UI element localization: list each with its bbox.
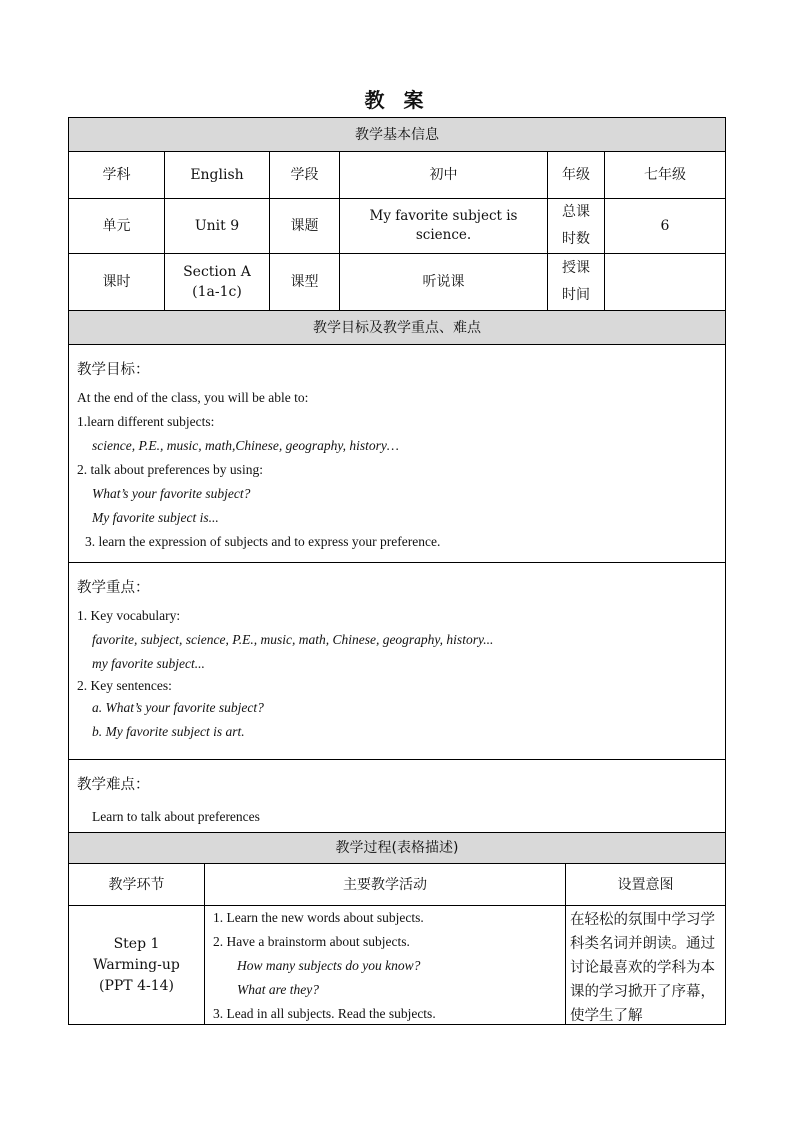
objectives-line: 3. learn the expression of subjects and to express your preference. bbox=[85, 534, 441, 549]
total-hours-label-line: 时数 bbox=[562, 231, 590, 247]
grade-label: 年级 bbox=[547, 151, 605, 199]
activity-line: 3. Lead in all subjects. Read the subjects. bbox=[213, 1006, 436, 1021]
unit-value: Unit 9 bbox=[164, 198, 270, 254]
objectives-line: 2. talk about preferences by using: bbox=[77, 462, 263, 477]
stage-value: 初中 bbox=[339, 151, 548, 199]
intent-text: 在轻松的氛围中学习学科类名词并朗读。通过讨论最喜欢的学科为本课的学习掀开了序幕，使学生了解 bbox=[570, 912, 715, 1024]
process-col-activity: 主要教学活动 bbox=[204, 863, 566, 906]
topic-label: 课题 bbox=[269, 198, 340, 254]
subject-value: English bbox=[164, 151, 270, 199]
period-value bbox=[164, 253, 270, 311]
objectives-line: science, P.E., music, math,Chinese, geography, history… bbox=[92, 438, 399, 453]
subject-label: 学科 bbox=[68, 151, 165, 199]
topic-value bbox=[339, 198, 548, 254]
period-label: 课时 bbox=[68, 253, 165, 311]
goals-header: 教学目标及教学重点、难点 bbox=[68, 310, 726, 345]
unit-label: 单元 bbox=[68, 198, 165, 254]
total-hours-label-line: 总课 bbox=[562, 204, 590, 220]
activity-line: 1. Learn the new words about subjects. bbox=[213, 910, 424, 925]
class-time-label-line: 授课 bbox=[562, 260, 590, 276]
key-points-line: a. What’s your favorite subject? bbox=[92, 700, 264, 715]
objectives-line: What’s your favorite subject? bbox=[92, 486, 251, 501]
document-title: 教 案 bbox=[364, 88, 430, 112]
class-time-label-line: 时间 bbox=[562, 287, 590, 303]
period-value-line: Section A bbox=[183, 264, 251, 280]
process-activity-cell bbox=[204, 905, 566, 1025]
key-points-line: favorite, subject, science, P.E., music, math, Chinese, geography, history... bbox=[92, 632, 494, 647]
type-value: 听说课 bbox=[339, 253, 548, 311]
difficulties-line: Learn to talk about preferences bbox=[92, 809, 260, 824]
total-hours-value: 6 bbox=[604, 198, 726, 254]
objectives-title: 教学目标： bbox=[77, 362, 150, 378]
process-col-intent: 设置意图 bbox=[565, 863, 726, 906]
step-line: Warming-up bbox=[93, 956, 180, 973]
stage-label: 学段 bbox=[269, 151, 340, 199]
grade-value: 七年级 bbox=[604, 151, 726, 199]
key-points-title: 教学重点： bbox=[77, 580, 150, 596]
type-label: 课型 bbox=[269, 253, 340, 311]
class-time-label bbox=[547, 253, 605, 311]
process-intent-cell bbox=[565, 905, 726, 1025]
class-time-value bbox=[604, 253, 726, 311]
period-value-line: (1a-1c) bbox=[192, 284, 242, 300]
step-line: (PPT 4-14) bbox=[98, 977, 174, 994]
topic-value-line: My favorite subject is bbox=[369, 208, 518, 224]
objectives-section bbox=[68, 344, 726, 563]
step-line: Step 1 bbox=[113, 935, 160, 952]
key-points-line: 1. Key vocabulary: bbox=[77, 608, 181, 623]
objectives-line: At the end of the class, you will be able to: bbox=[77, 390, 309, 405]
difficulties-title: 教学难点： bbox=[77, 777, 150, 793]
activity-line: What are they? bbox=[237, 982, 319, 997]
process-header: 教学过程(表格描述) bbox=[68, 832, 726, 864]
key-points-section bbox=[68, 562, 726, 760]
key-points-line: 2. Key sentences: bbox=[77, 678, 172, 693]
topic-value-line: science. bbox=[415, 227, 472, 243]
objectives-line: 1.learn different subjects: bbox=[77, 414, 215, 429]
process-step-cell bbox=[68, 905, 205, 1025]
key-points-line: my favorite subject... bbox=[92, 656, 205, 671]
total-hours-label bbox=[547, 198, 605, 254]
process-col-step: 教学环节 bbox=[68, 863, 205, 906]
objectives-line: My favorite subject is... bbox=[92, 510, 219, 525]
basic-info-header: 教学基本信息 bbox=[68, 117, 726, 152]
difficulties-section bbox=[68, 759, 726, 833]
activity-line: How many subjects do you know? bbox=[237, 958, 421, 973]
key-points-line: b. My favorite subject is art. bbox=[92, 724, 245, 739]
activity-line: 2. Have a brainstorm about subjects. bbox=[213, 934, 410, 949]
